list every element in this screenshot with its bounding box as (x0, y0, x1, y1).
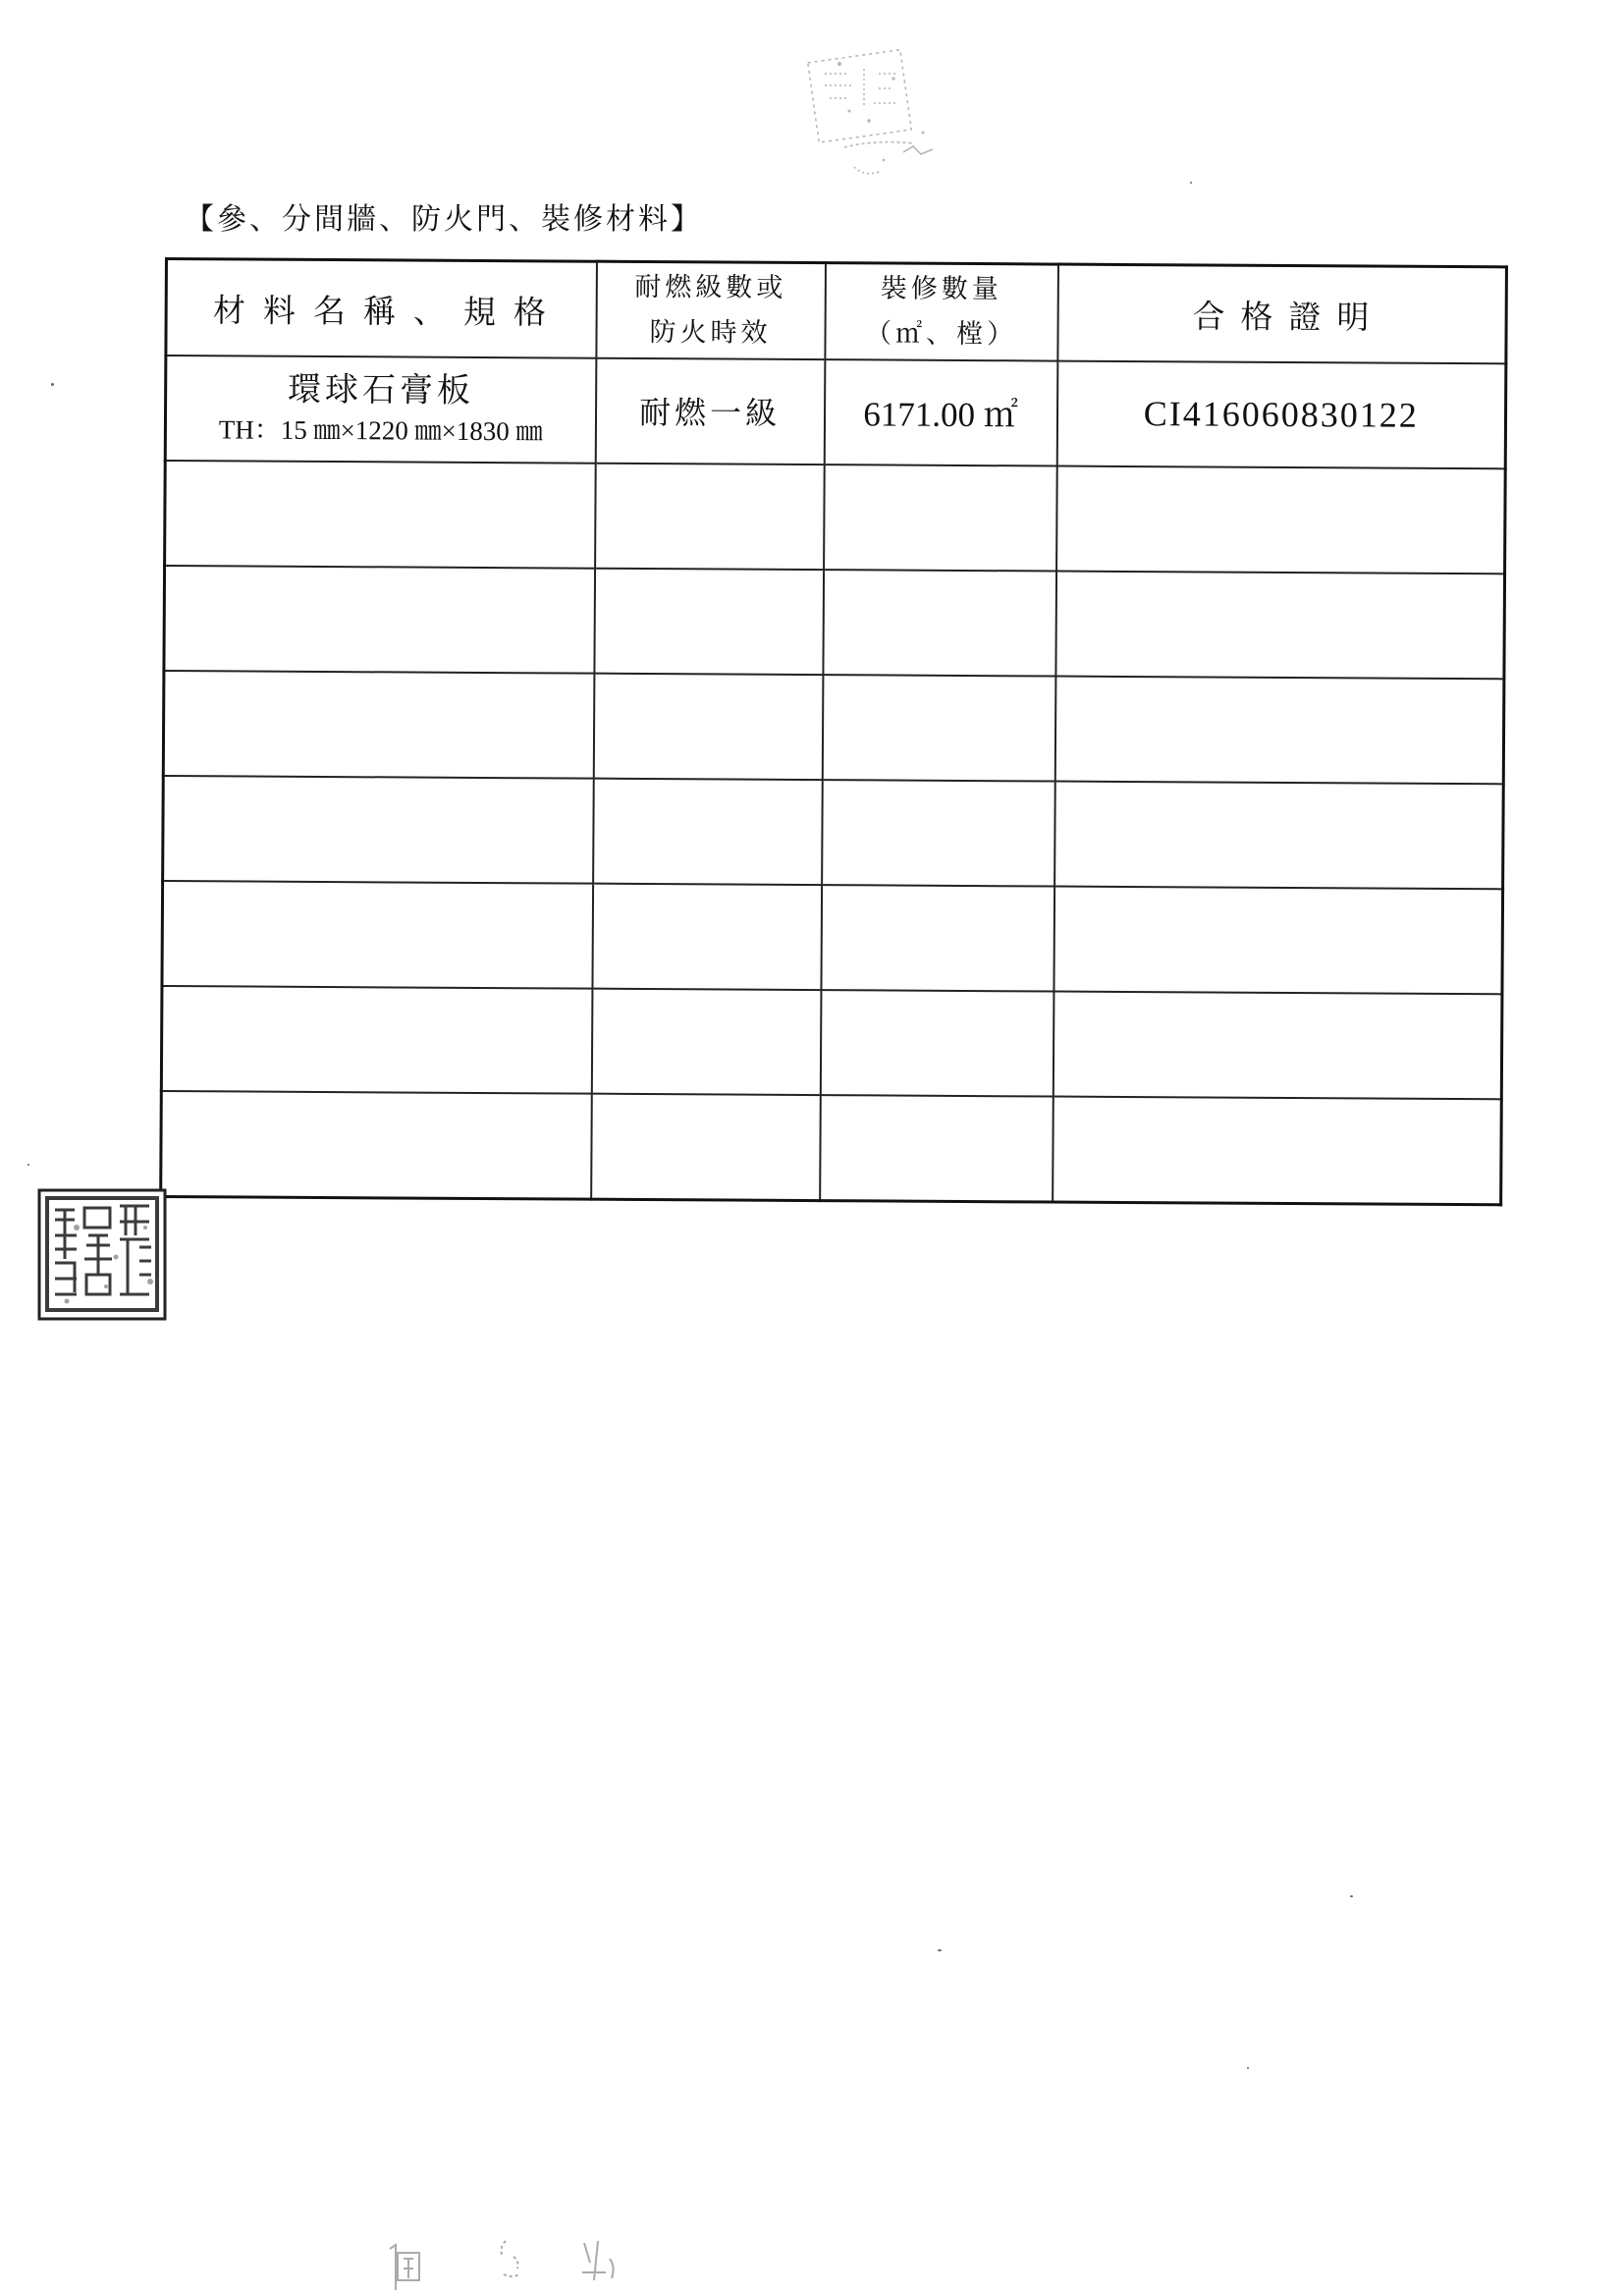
cell-quantity: 6171.00 ㎡ (824, 359, 1057, 465)
bottom-stamp-icon (388, 2229, 643, 2296)
header-material-name-label: 材料名稱、規格 (212, 290, 565, 331)
empty-cell (822, 780, 1055, 886)
empty-cell (593, 779, 823, 885)
table-row-empty (161, 1091, 1502, 1205)
scan-speck (27, 1164, 29, 1166)
header-fire-rating-line1: 耐燃級數或 (634, 271, 787, 303)
scan-speck (1247, 2067, 1249, 2069)
scan-speck (51, 383, 54, 386)
header-certificate-label: 合格證明 (1192, 296, 1385, 337)
empty-cell (1054, 886, 1503, 994)
header-material-name (166, 259, 597, 358)
empty-cell (163, 776, 594, 884)
top-stamp-icon (785, 44, 982, 191)
material-name: 環球石膏板 (287, 370, 475, 411)
empty-cell (592, 884, 822, 990)
table-header-row (166, 259, 1507, 364)
empty-cell (165, 461, 596, 569)
table-row-empty (162, 881, 1503, 994)
empty-cell (164, 566, 595, 674)
empty-cell (163, 671, 594, 779)
section-heading: 【參、分間牆、防火門、裝修材料】 (185, 202, 703, 237)
empty-cell (591, 1094, 821, 1201)
header-quantity-line1: 裝修數量 (880, 273, 1002, 305)
scan-speck (1350, 1895, 1353, 1897)
material-spec: TH：15 ㎜×1220 ㎜×1830 ㎜ (218, 414, 543, 447)
table-row-empty (164, 566, 1505, 679)
empty-cell (822, 675, 1055, 781)
header-quantity-line2: （㎡、樘） (864, 318, 1018, 351)
scan-speck (938, 1949, 942, 1951)
empty-cell (820, 990, 1054, 1096)
cell-certificate: CI416060830122 (1056, 361, 1506, 469)
header-fire-rating-line2: 防火時效 (649, 317, 772, 349)
empty-cell (1056, 466, 1506, 574)
table-row-empty (165, 461, 1506, 574)
empty-cell (161, 986, 592, 1094)
empty-cell (824, 465, 1057, 571)
table-row-empty (163, 671, 1504, 784)
empty-cell (594, 569, 824, 675)
empty-cell (1053, 991, 1502, 1099)
empty-cell (820, 1095, 1054, 1202)
empty-cell (591, 989, 821, 1095)
scan-speck (1190, 182, 1192, 184)
empty-cell (823, 570, 1056, 676)
cell-fire-rating: 耐燃一級 (595, 358, 825, 465)
header-fire-rating (596, 261, 826, 359)
empty-cell (593, 674, 823, 780)
empty-cell (162, 881, 593, 989)
header-quantity (825, 263, 1058, 361)
empty-cell (1054, 677, 1504, 785)
header-certificate (1057, 264, 1507, 363)
empty-cell (821, 885, 1054, 991)
empty-cell (161, 1091, 592, 1199)
materials-table (159, 257, 1508, 1206)
cell-material-name (165, 355, 596, 464)
empty-cell (595, 464, 825, 570)
table-row-empty (161, 986, 1502, 1099)
empty-cell (1053, 1096, 1502, 1204)
empty-cell (1054, 781, 1504, 889)
table-row (165, 355, 1506, 468)
materials-table-wrapper (159, 257, 1508, 1206)
empty-cell (1055, 572, 1505, 680)
table-row-empty (163, 776, 1504, 889)
left-seal-icon (37, 1188, 167, 1321)
